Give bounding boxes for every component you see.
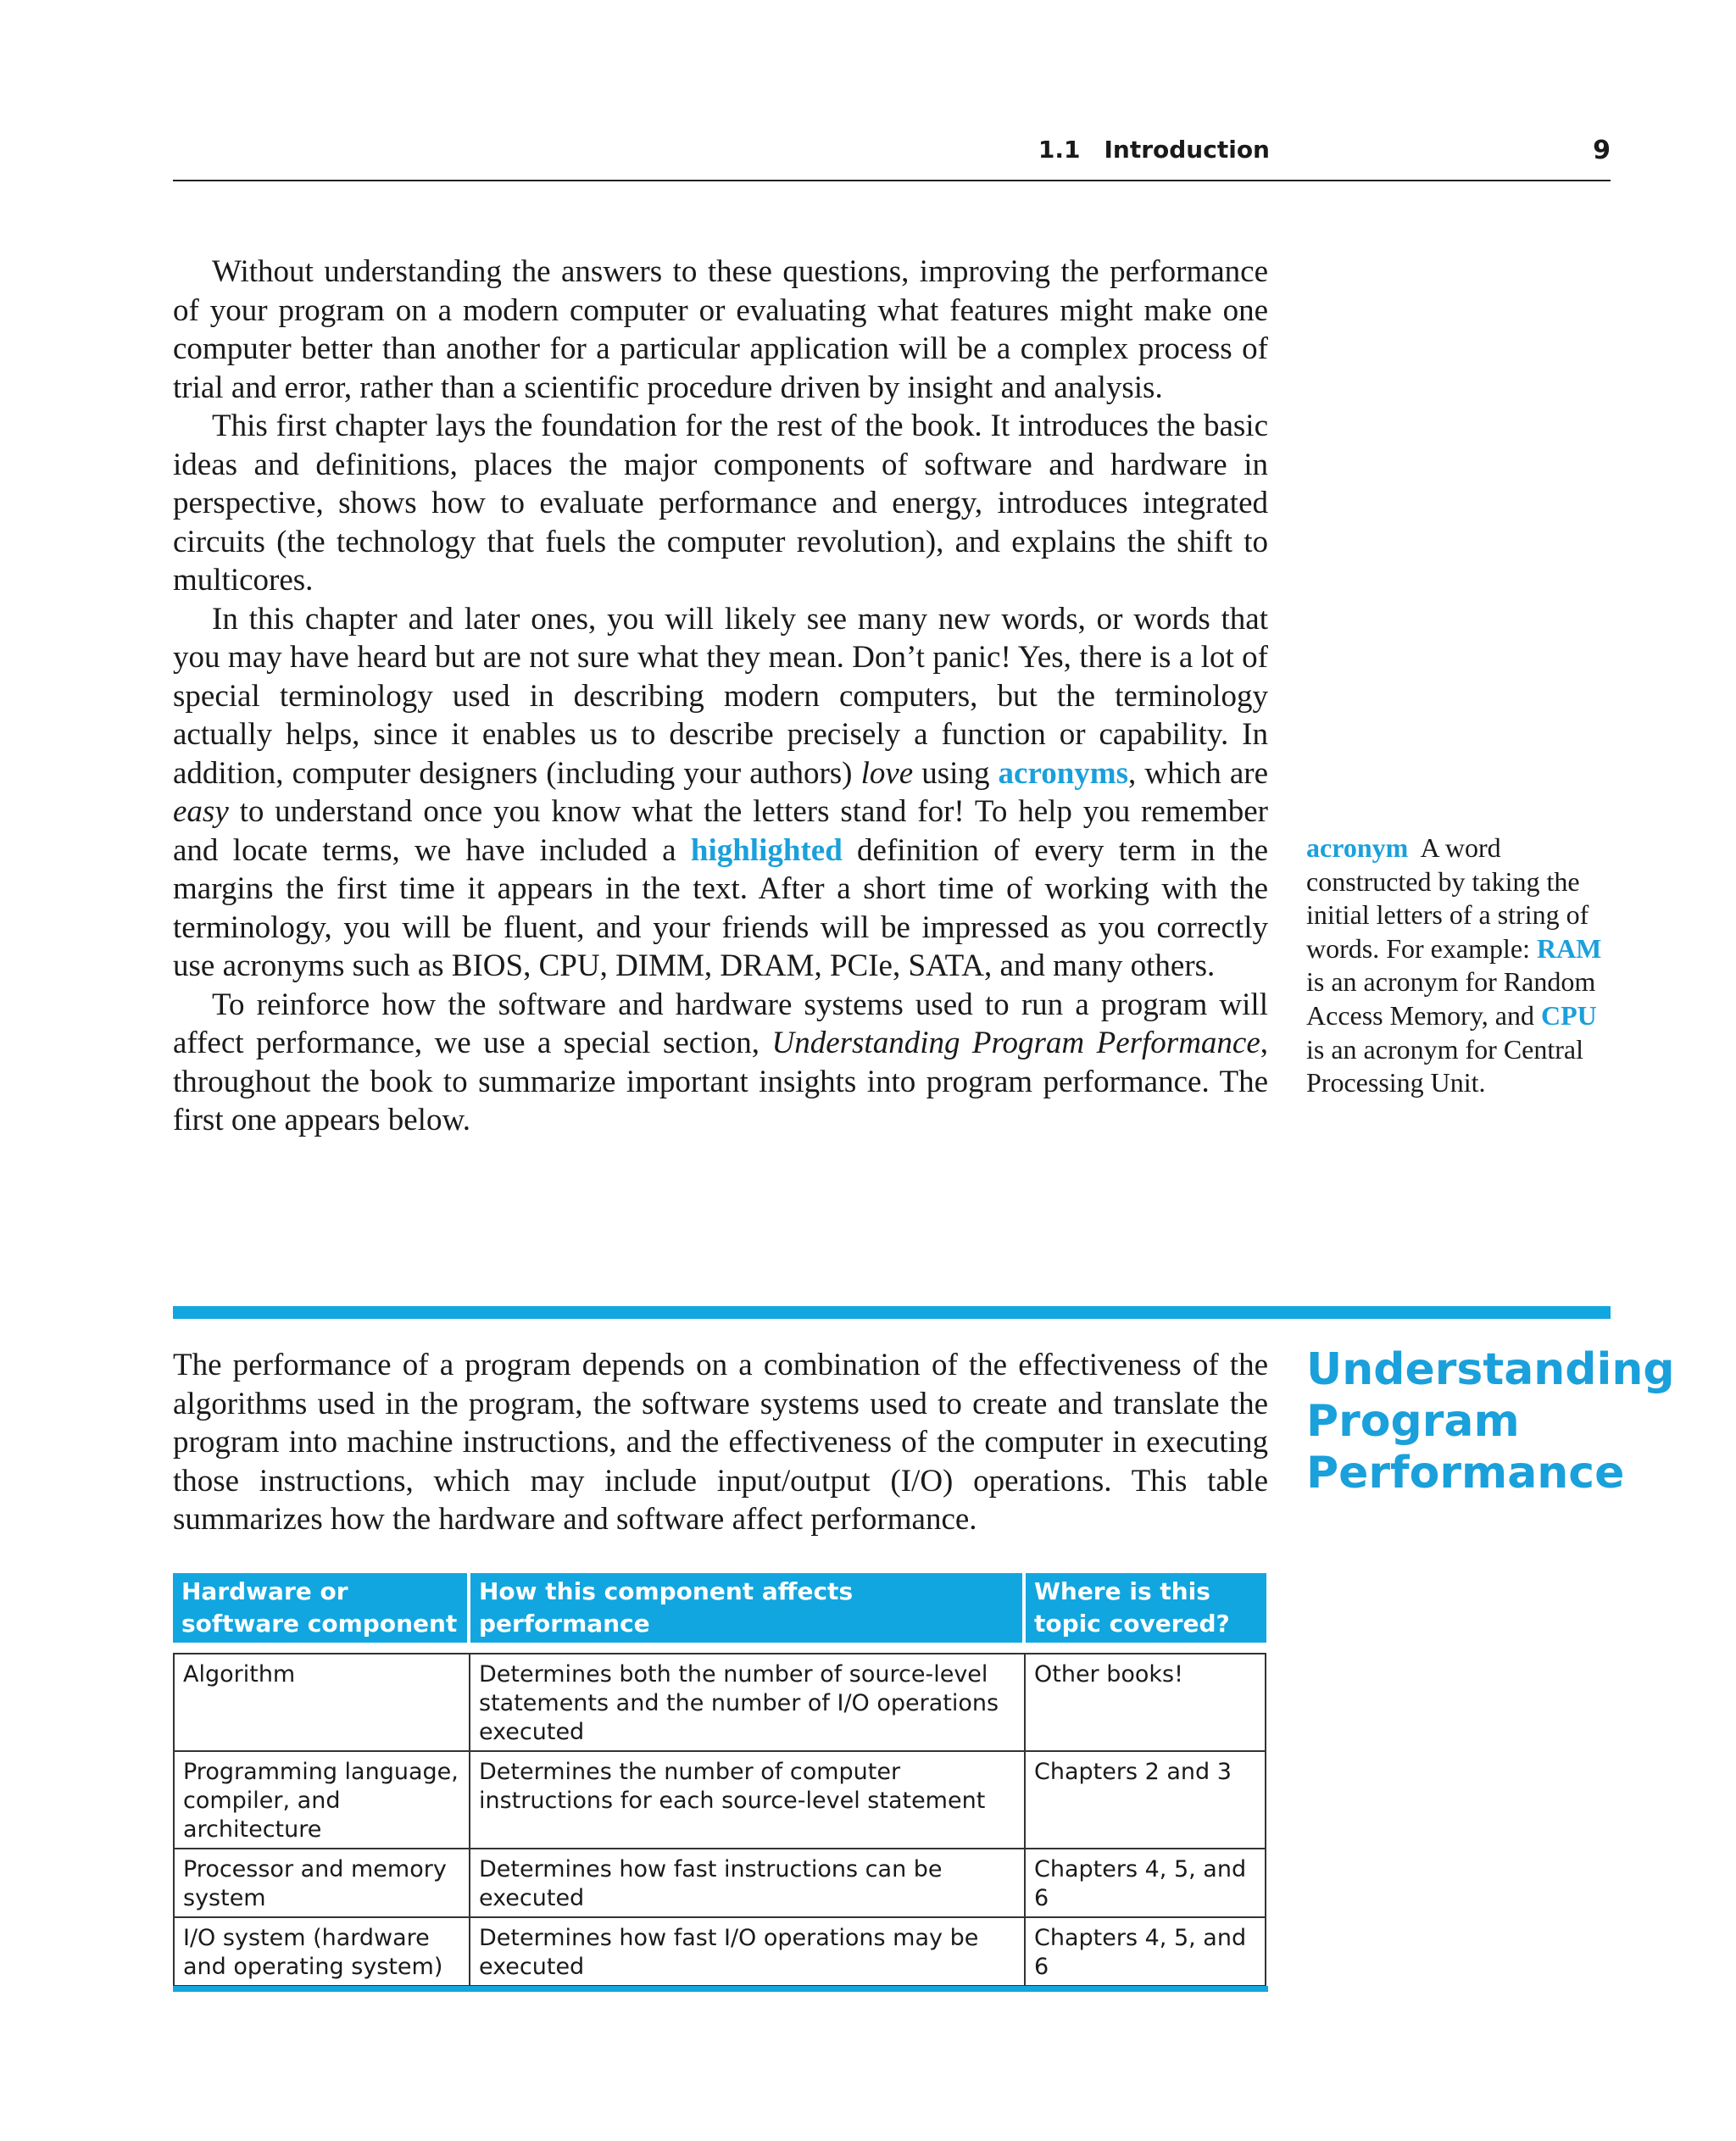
table-row xyxy=(175,1750,1265,1848)
section-number: 1.1 xyxy=(1038,136,1081,164)
table-cell: Chapters 4, 5, and 6 xyxy=(1034,1856,1247,1911)
table-row xyxy=(175,1654,1265,1750)
table-cell: Chapters 2 and 3 xyxy=(1034,1759,1232,1785)
paragraph-3-text-a: In this chapter and later ones, you will likely see many new words, or words that you may have heard but are not sure what they mean. Don’t panic! Yes, there is a lot of special terminology used in describing modern computers, but the terminology actually helps, since it enables us to describe precisely a function or capability. In addition, computer designers (including your authors) xyxy=(173,601,1268,791)
table-row xyxy=(175,1916,1265,1985)
table-cell: Determines the number of computer instructions for each source-level statement xyxy=(470,1752,1026,1848)
feature-top-rule xyxy=(173,1306,1611,1319)
table-cell: Programming language, compiler, and architecture xyxy=(175,1752,470,1848)
term-highlighted[interactable]: highlighted xyxy=(690,832,843,868)
page-number: 9 xyxy=(1593,136,1611,165)
header-divider xyxy=(173,180,1611,181)
running-header xyxy=(173,127,1611,180)
definition-text-c: is an acronym for Central Processing Unit. xyxy=(1306,1033,1583,1098)
feature-title-line-1: Understanding xyxy=(1306,1344,1675,1395)
feature-text xyxy=(173,1346,1268,1539)
paragraph-1: Without understanding the answers to these questions, improving the performance of your program on a modern computer or evaluating what features might make one computer better than another for a particular application will be a complex process of trial and error, rather than a scientific procedure driven by insight and analysis. xyxy=(173,254,1268,405)
table-cell: Determines both the number of source-level statements and the number of I/O operations executed xyxy=(470,1654,1026,1750)
table-row xyxy=(175,1848,1265,1916)
table-cell: Chapters 4, 5, and 6 xyxy=(1034,1925,1247,1980)
definition-text-a: A word constructed by taking the initial letters of a string of words. For example: xyxy=(1306,832,1589,964)
paragraph-2: This first chapter lays the foundation for the rest of the book. It introduces the basic ideas and definitions, places the major components of software and hardware in perspective, shows how to evaluate performance and energy, introduces integrated circuits (the technology that fuels the computer revolution), and explains the shift to multicores. xyxy=(173,409,1268,598)
feature-bottom-rule xyxy=(173,1986,1268,1992)
paragraph-3-text-d: to understand once you know what the letters stand for! To help you remember and locate terms, we have included a xyxy=(173,794,1269,868)
paragraph-3-text-b: using xyxy=(921,755,990,791)
paragraph-3-text-c: , which are xyxy=(1128,755,1269,791)
performance-table xyxy=(173,1573,1266,1987)
header-cell-coverage: Where is this topic covered? xyxy=(1034,1577,1230,1638)
table-cell: I/O system (hardware and operating system) xyxy=(175,1918,470,1985)
table-cell: Algorithm xyxy=(175,1654,470,1750)
table-cell: Processor and memory system xyxy=(175,1849,470,1916)
definition-text-b: is an acronym for Random Access Memory, and xyxy=(1306,966,1596,1031)
emphasis-love: love xyxy=(860,755,914,791)
table-cell: Determines how fast instructions can be executed xyxy=(470,1849,1026,1916)
feature-paragraph: The performance of a program depends on a combination of the effectiveness of the algorithms used in the program, the software systems used to create and translate the program into machine instructions, and the effectiveness of the computer in executing those instructions, which may include input/output (I/O) operations. This table summarizes how the hardware and software affect performance. xyxy=(173,1348,1268,1537)
paragraph-4-text-a: To reinforce how the software and hardware systems used to run a program will affect performance, we use a special section, xyxy=(173,987,1268,1060)
table-header xyxy=(173,1573,1266,1643)
definition-ram: RAM xyxy=(1536,932,1602,964)
intro-text xyxy=(173,253,1268,1140)
feature-title-line-2: Program xyxy=(1306,1396,1520,1447)
table-cell: Other books! xyxy=(1034,1661,1183,1688)
header-cell-effect: How this component affects performance xyxy=(470,1573,1026,1643)
table-cell: Determines how fast I/O operations may be executed xyxy=(470,1918,1026,1985)
paragraph-4-text-b: , throughout the book to summarize important insights into program performance. The first one appears below. xyxy=(173,1026,1269,1137)
section-title: Introduction xyxy=(1104,136,1270,164)
paragraph-3-text-e: definition of every term in the margins the first time it appears in the text. After a short time of working with the terminology, you will be fluent, and your friends will be impressed as you correctly use acronyms such as BIOS, CPU, DIMM, DRAM, PCIe, SATA, and many others. xyxy=(173,832,1269,983)
definition-cpu: CPU xyxy=(1540,999,1597,1031)
definition-term: acronym xyxy=(1306,832,1409,863)
feature-title-line-3: Performance xyxy=(1306,1448,1625,1499)
header-cell-component: Hardware or software component xyxy=(173,1573,470,1643)
emphasis-upp: Understanding Program Performance xyxy=(771,1026,1260,1060)
table-body xyxy=(173,1653,1266,1987)
term-acronyms[interactable]: acronyms xyxy=(998,755,1129,791)
paragraph-3 xyxy=(173,600,1268,986)
paragraph-4 xyxy=(173,986,1268,1140)
margin-definition xyxy=(1306,831,1611,1100)
section-heading xyxy=(1038,136,1270,164)
feature-title xyxy=(1306,1344,1675,1499)
emphasis-easy: easy xyxy=(173,794,229,829)
